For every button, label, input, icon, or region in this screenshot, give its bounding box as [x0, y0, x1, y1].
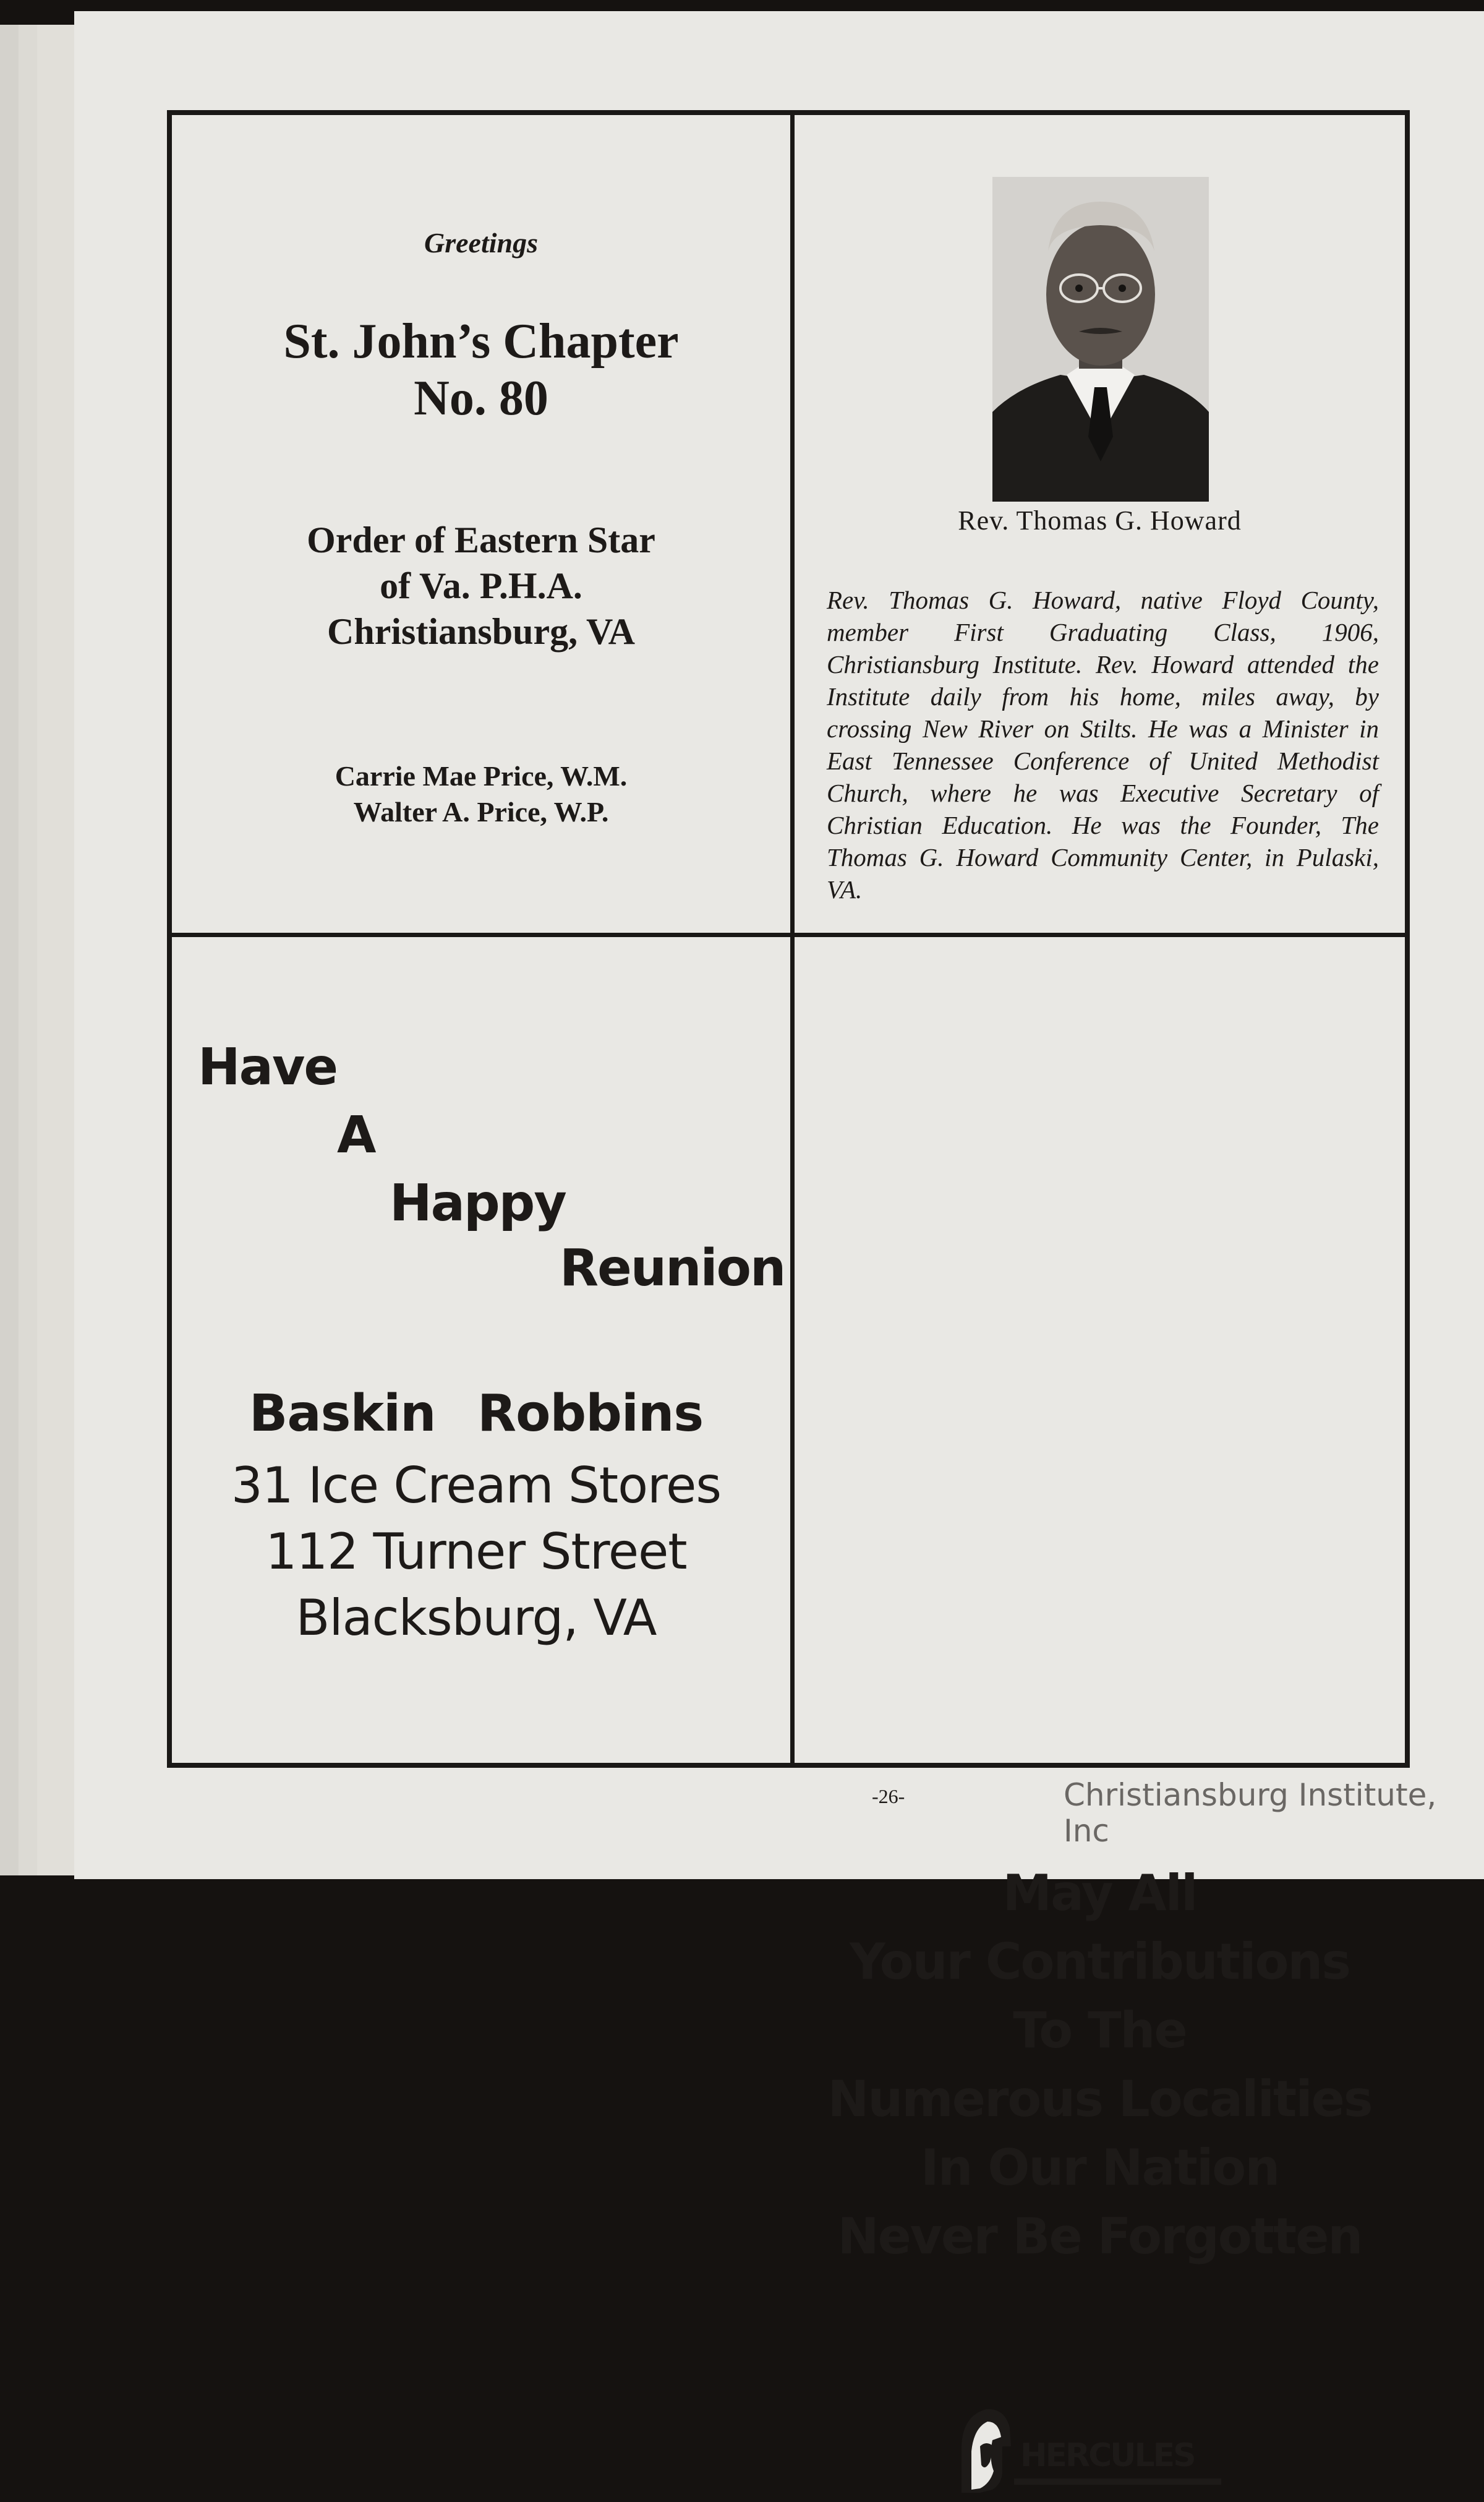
address-line: Blacksburg, VA [296, 1589, 657, 1647]
message-line: May All [1002, 1864, 1197, 1922]
message-line: Numerous Localities [827, 2070, 1372, 2128]
page-number: -26- [872, 1785, 905, 1807]
howard-profile [795, 115, 1405, 933]
photo-caption: Rev. Thomas G. Howard [958, 505, 1242, 536]
logo-underline [1014, 2478, 1221, 2485]
address-line: 112 Turner Street [265, 1523, 687, 1580]
officer-name: Carrie Mae Price, W.M. [335, 760, 628, 792]
officer-name: Walter A. Price, W.P. [353, 796, 609, 828]
stair-word: A [337, 1106, 375, 1165]
grid-divider-vertical [790, 115, 795, 1763]
message-line: In Our Nation [920, 2139, 1279, 2196]
order-name-line: Order of Eastern Star [307, 520, 655, 560]
hercules-logo [949, 2403, 1246, 2502]
order-name-line: of Va. P.H.A. [380, 565, 582, 606]
chapter-title-line: St. John’s Chapter [283, 314, 679, 369]
stair-word: Have [198, 1038, 338, 1097]
document-page [74, 11, 1484, 2474]
stair-word: Reunion [560, 1239, 785, 1298]
tribute-message [795, 1859, 1405, 2271]
portrait-photo [992, 177, 1209, 502]
address-line: 31 Ice Cream Stores [231, 1457, 722, 1514]
message-line: Never Be Forgotten [837, 2208, 1362, 2265]
business-address [167, 1452, 785, 1651]
hercules-wordmark: HERCULES [1020, 2437, 1195, 2474]
biography-text: Rev. Thomas G. Howard, native Floyd County, member First Graduating Class, 1906, Christiansburg Institute. Rev. Howard attended the Institute daily from his home, miles away, by crossing New River on Stilts. He was a Minister in East Tennessee Conference of United Methodist Church, where he was Executive Secretary of Christian Education. He was the Founder, The Thomas G. Howard Community Center, in Pulaski, VA. [827, 586, 1379, 904]
chapter-title-line: No. 80 [414, 371, 548, 426]
message-line: Your Contributions [850, 1933, 1350, 1990]
hercules-head-icon [949, 2403, 1017, 2496]
watermark: Christiansburg Institute, Inc [1064, 1777, 1437, 1849]
stair-word: Happy [390, 1174, 566, 1233]
order-name-line: Christiansburg, VA [327, 611, 635, 652]
message-line: To The [1013, 2002, 1187, 2059]
baskin-robbins-text [167, 110, 785, 1768]
business-name: Baskin Robbins [249, 1384, 704, 1443]
greeting-text: Greetings [424, 227, 538, 259]
